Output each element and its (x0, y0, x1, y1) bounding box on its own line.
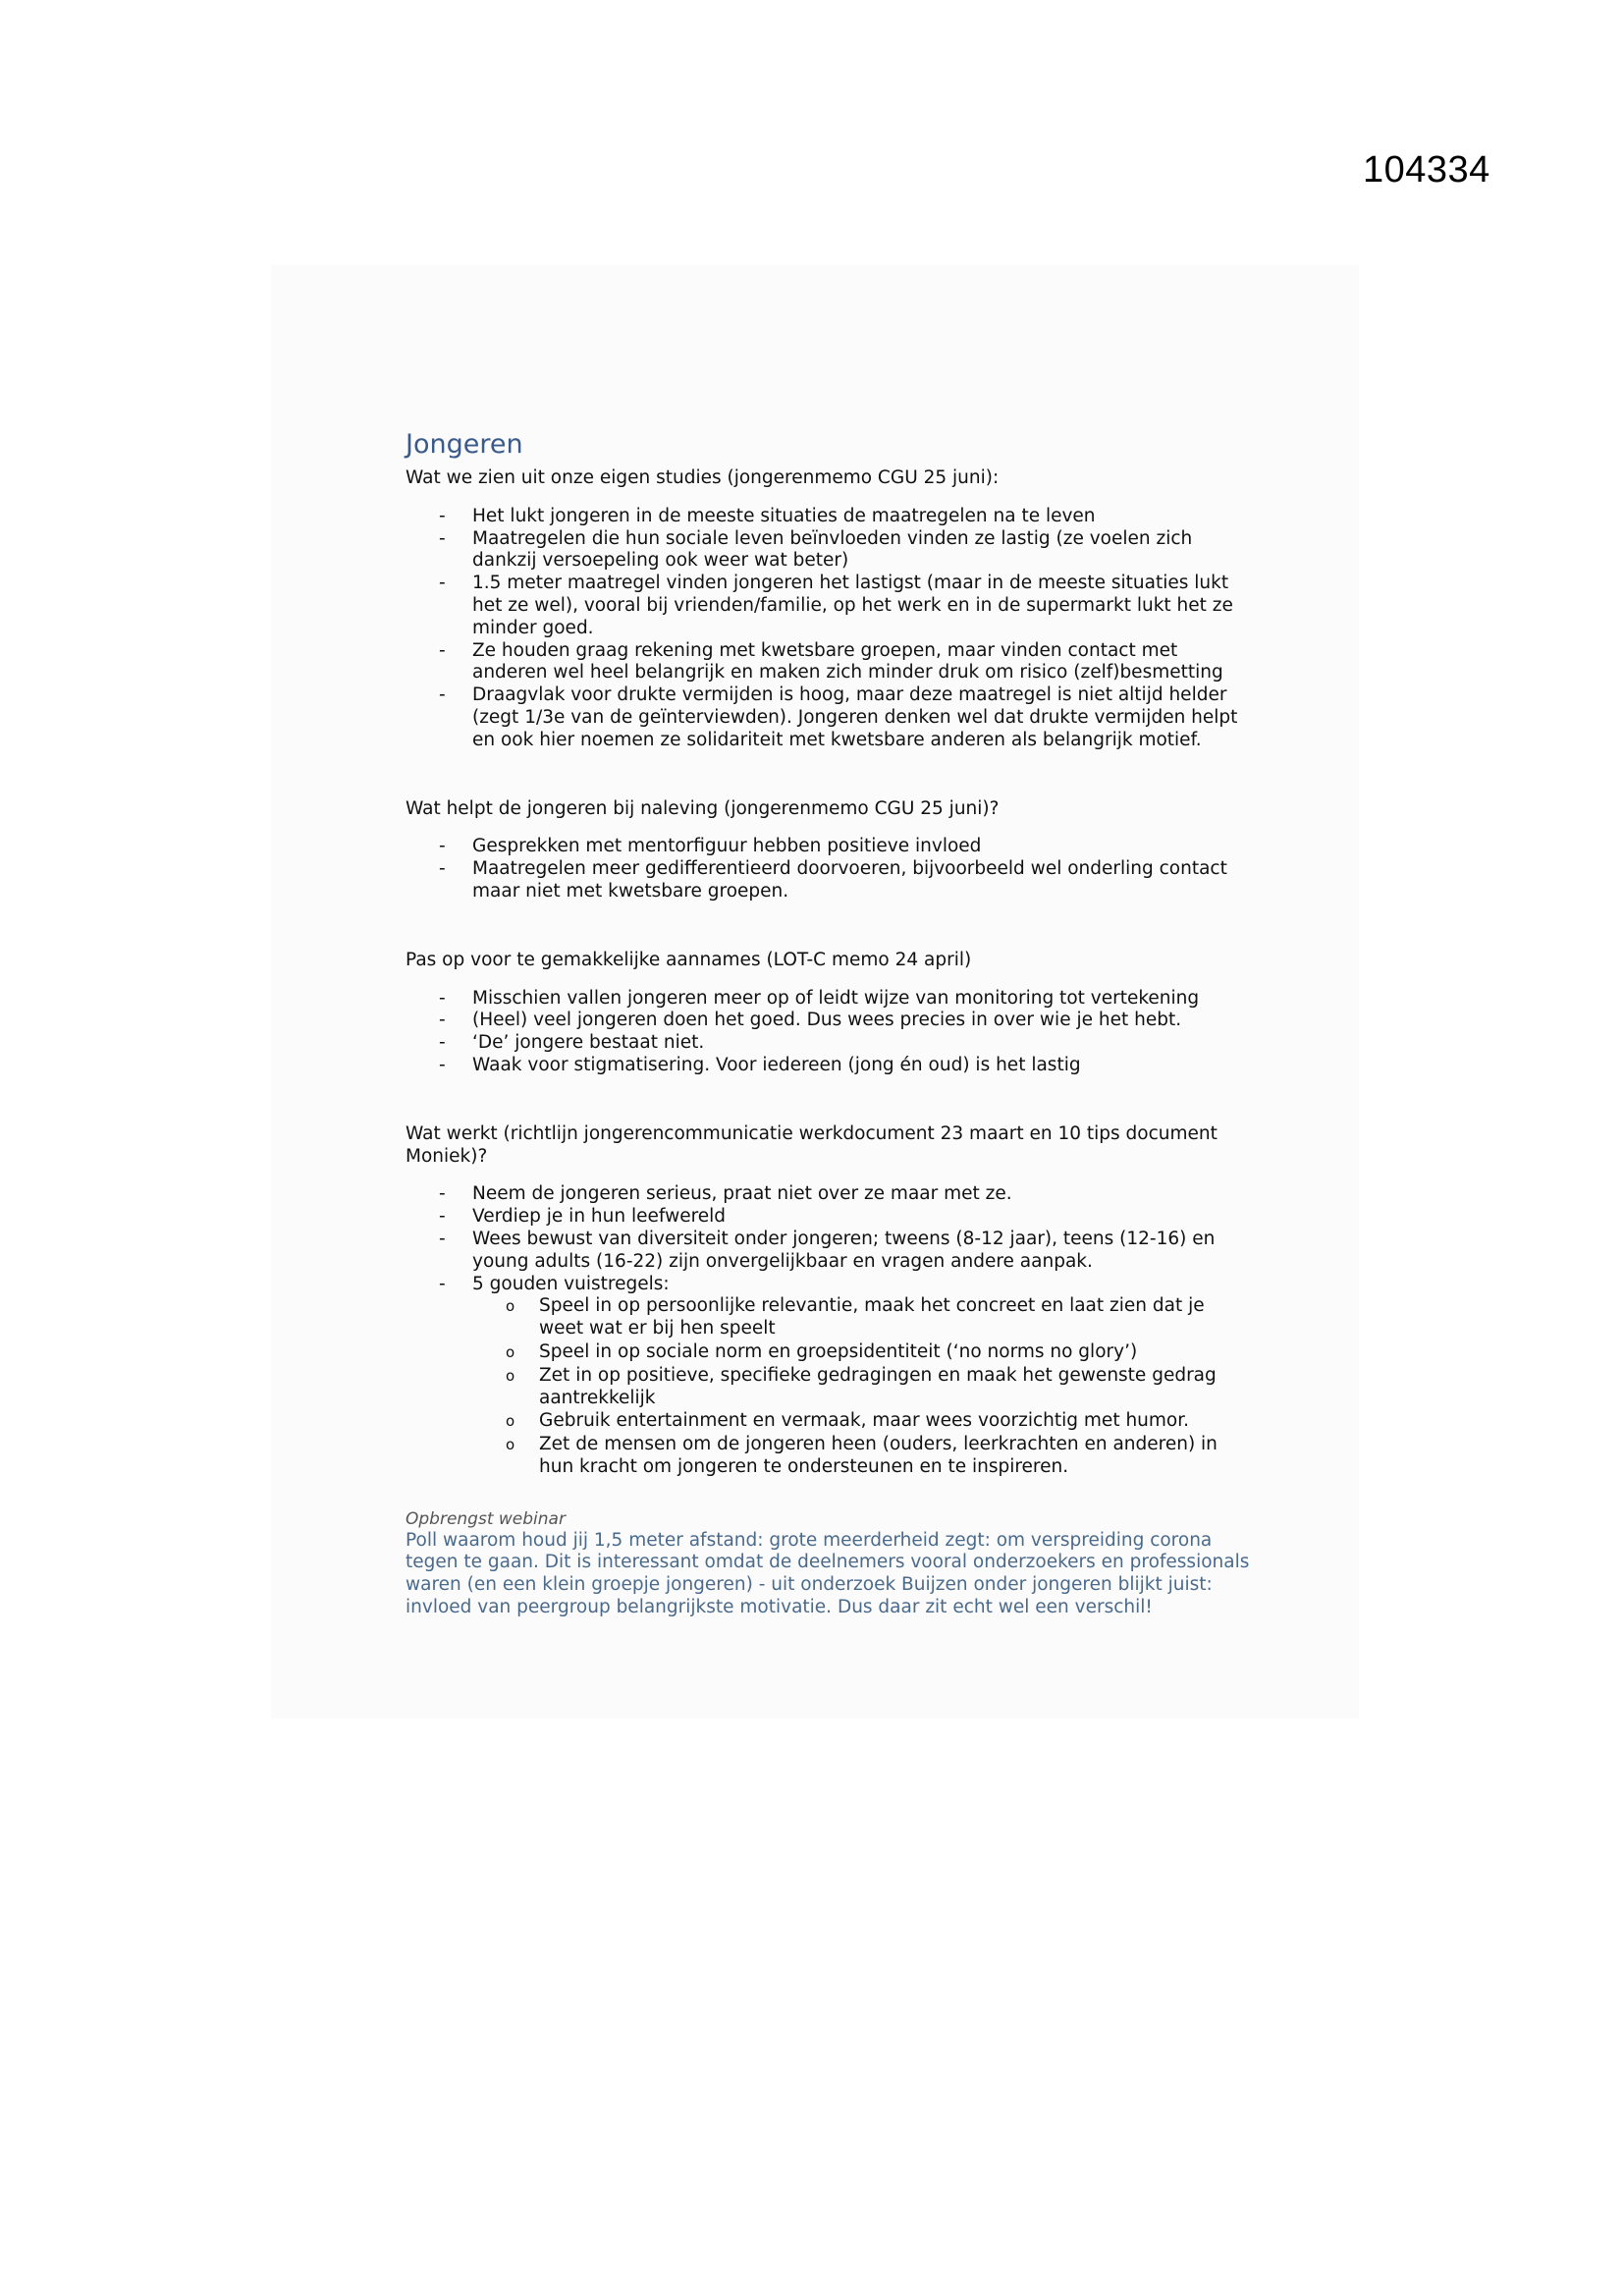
page-title: Jongeren (406, 429, 523, 460)
list-item: - Draagvlak voor drukte vermijden is hoog, maar deze maatregel is niet altijd helder (zegt 1/3e van de geïnterviewden). Jongeren denken wel dat drukte vermijden helpt en ook hier noemen ze solidariteit met kwetsbare anderen als belangrijk motief. (472, 684, 1250, 751)
rules-sublist (472, 1295, 1250, 1478)
section4-list (406, 1183, 1250, 1478)
list-item-label: 5 gouden vuistregels: (472, 1273, 670, 1294)
sublist-item: o Gebruik entertainment en vermaak, maar wees voorzichtig met humor. (539, 1410, 1250, 1433)
list-item: - Maatregelen die hun sociale leven beïnvloeden vinden ze lastig (ze voelen zich dankzij versoepeling ook weer wat beter) (472, 528, 1250, 574)
note-body: Poll waarom houd jij 1,5 meter afstand: grote meerderheid zegt: om verspreiding corona tegen te gaan. Dit is interessant omdat de deelnemers vooral onderzoekers en professionals waren (en een klein groepje jongeren) - uit onderzoek Buijzen onder jongeren blijkt juist: invloed van peergroup belangrijkste motivatie. Dus daar zit echt wel een verschil! (406, 1529, 1250, 1618)
list-item: - Waak voor stigmatisering. Voor iedereen (jong én oud) is het lastig (472, 1055, 1250, 1077)
sublist-item: o Zet in op positieve, specifieke gedragingen en maak het gewenste gedrag aantrekkelijk (539, 1365, 1250, 1410)
document-content (406, 428, 1250, 1619)
list-item: - ‘De’ jongere bestaat niet. (472, 1032, 1250, 1055)
list-item: - Gesprekken met mentorfiguur hebben positieve invloed (472, 836, 1250, 858)
list-item: - 1.5 meter maatregel vinden jongeren het lastigst (maar in de meeste situaties lukt het ze wel), vooral bij vrienden/familie, op het werk en in de supermarkt lukt het ze minder goed. (472, 573, 1250, 639)
list-item: - Het lukt jongeren in de meeste situaties de maatregelen na te leven (472, 506, 1250, 528)
section3-intro: Pas op voor te gemakkelijke aannames (LOT-C memo 24 april) (406, 949, 972, 970)
section1-list (406, 506, 1250, 752)
list-item: - Verdiep je in hun leefwereld (472, 1206, 1250, 1229)
list-item: - Wees bewust van diversiteit onder jongeren; tweens (8-12 jaar), teens (12-16) en young adults (16-22) zijn onvergelijkbaar en vragen andere aanpak. (472, 1229, 1250, 1274)
document-number: 104334 (1363, 149, 1490, 191)
section2-intro: Wat helpt de jongeren bij naleving (jongerenmemo CGU 25 juni)? (406, 797, 1000, 819)
list-item: - (Heel) veel jongeren doen het goed. Dus wees precies in over wie je het hebt. (472, 1010, 1250, 1032)
list-item: - Neem de jongeren serieus, praat niet over ze maar met ze. (472, 1183, 1250, 1206)
section1-intro: Wat we zien uit onze eigen studies (jongerenmemo CGU 25 juni): (406, 467, 1000, 488)
list-item: - Misschien vallen jongeren meer op of leidt wijze van monitoring tot vertekening (472, 988, 1250, 1011)
list-item: - Maatregelen meer gedifferentieerd doorvoeren, bijvoorbeeld wel onderling contact maar niet met kwetsbare groepen. (472, 858, 1250, 903)
list-item: - Ze houden graag rekening met kwetsbare groepen, maar vinden contact met anderen wel heel belangrijk en maken zich minder druk om risico (zelf)besmetting (472, 640, 1250, 685)
section3-list (406, 988, 1250, 1077)
list-item (472, 1274, 1250, 1479)
sublist-item: o Zet de mensen om de jongeren heen (ouders, leerkrachten en anderen) in hun kracht om jongeren te ondersteunen en te inspireren. (539, 1434, 1250, 1479)
sublist-item: o Speel in op sociale norm en groepsidentiteit (‘no norms no glory’) (539, 1341, 1250, 1364)
note-title: Opbrengst webinar (406, 1508, 566, 1529)
section4-intro: Wat werkt (richtlijn jongerencommunicatie werkdocument 23 maart en 10 tips document Moniek)? (406, 1122, 1218, 1167)
section2-list (406, 836, 1250, 902)
sublist-item: o Speel in op persoonlijke relevantie, maak het concreet en laat zien dat je weet wat er bij hen speelt (539, 1295, 1250, 1340)
